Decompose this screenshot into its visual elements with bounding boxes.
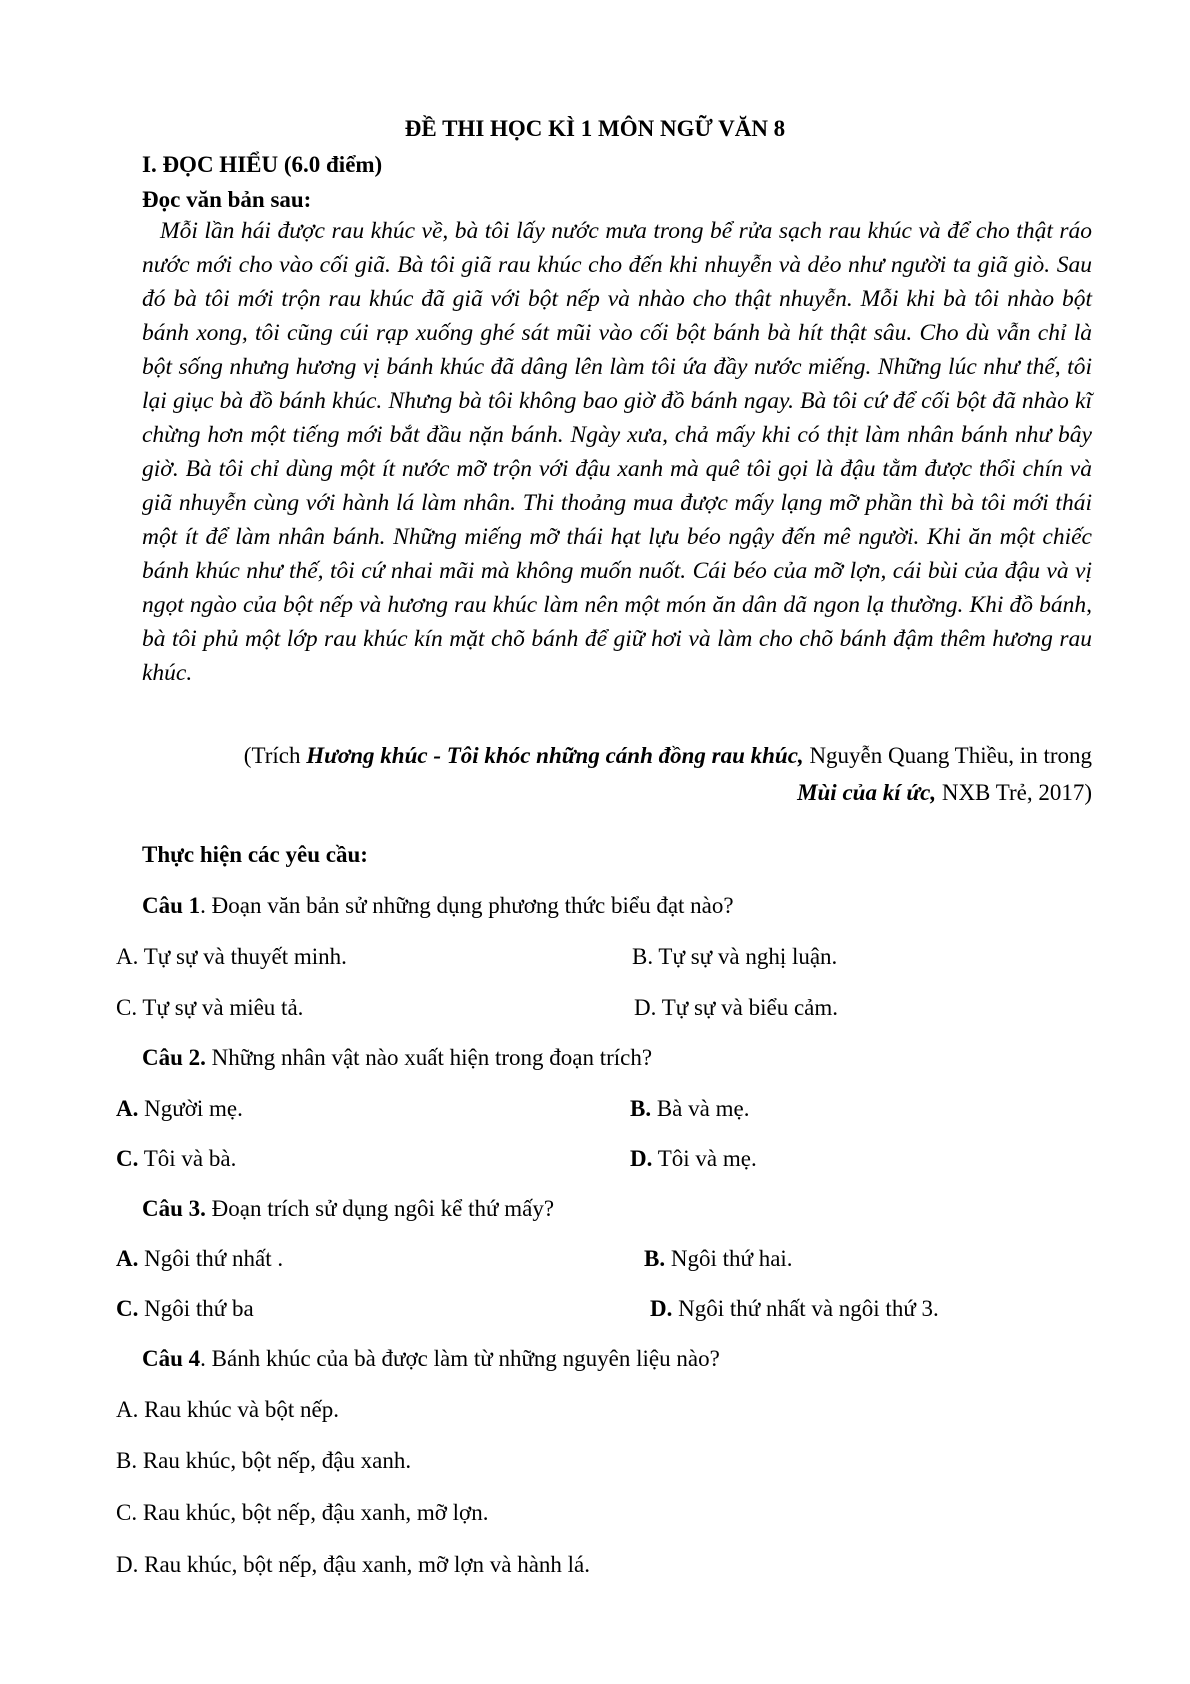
option-letter: C. <box>116 1146 139 1171</box>
question-label: Câu 1 <box>142 893 201 918</box>
source-prefix: (Trích <box>243 743 307 768</box>
option-text: Tự sự và miêu tả. <box>137 995 304 1020</box>
question-label: Câu 4 <box>142 1346 201 1371</box>
option-text: Ngôi thứ nhất và ngôi thứ 3. <box>672 1296 939 1321</box>
option-4a <box>116 1397 339 1423</box>
option-letter: A. <box>116 1246 139 1271</box>
option-text: Rau khúc và bột nếp. <box>138 1397 339 1422</box>
option-letter: B. <box>630 1096 652 1121</box>
exam-title: ĐỀ THI HỌC KÌ 1 MÔN NGỮ VĂN 8 <box>404 116 786 141</box>
option-3b <box>644 1246 793 1272</box>
option-letter: C. <box>116 995 138 1020</box>
source-citation-line2 <box>797 780 1092 806</box>
option-text: Tự sự và biểu cảm. <box>656 995 839 1020</box>
question-label: Câu 2. <box>142 1045 206 1070</box>
option-letter: B. <box>632 944 654 969</box>
source-author: Nguyễn Quang Thiều, in trong <box>803 743 1092 768</box>
option-text: Rau khúc, bột nếp, đậu xanh. <box>137 1448 412 1473</box>
option-text: Rau khúc, bột nếp, đậu xanh, mỡ lợn. <box>137 1500 489 1525</box>
section-heading: I. ĐỌC HIỂU (6.0 điểm) <box>142 152 383 177</box>
question-4 <box>142 1346 720 1372</box>
option-letter: B. <box>116 1448 138 1473</box>
question-1 <box>142 893 734 919</box>
question-text: . Bánh khúc của bà được làm từ những nguyên liệu nào? <box>200 1346 720 1371</box>
source-publisher: NXB Trẻ, 2017) <box>936 780 1092 805</box>
question-3 <box>142 1196 554 1222</box>
question-text: Đoạn trích sử dụng ngôi kể thứ mấy? <box>205 1196 555 1221</box>
option-text: Tôi và bà. <box>138 1146 237 1171</box>
option-4c <box>116 1500 488 1526</box>
option-4b <box>116 1448 411 1474</box>
option-letter: C. <box>116 1296 139 1321</box>
option-letter: C. <box>116 1500 138 1525</box>
option-letter: D. <box>116 1552 139 1577</box>
option-3c <box>116 1296 254 1322</box>
option-text: Ngôi thứ nhất . <box>138 1246 284 1271</box>
option-1d <box>634 995 838 1021</box>
option-text: Tự sự và thuyết minh. <box>138 944 347 969</box>
option-letter: D. <box>630 1146 653 1171</box>
option-3d <box>650 1296 939 1322</box>
source-work-title: Hương khúc - Tôi khóc những cánh đồng rau khúc, <box>306 743 804 768</box>
option-letter: A. <box>116 1096 139 1121</box>
source-book-title: Mùi của kí ức, <box>797 780 937 805</box>
option-text: Bà và mẹ. <box>651 1096 750 1121</box>
option-text: Ngôi thứ hai. <box>665 1246 793 1271</box>
option-1b <box>632 944 837 970</box>
option-letter: A. <box>116 1397 139 1422</box>
question-2 <box>142 1045 652 1071</box>
option-4d <box>116 1552 590 1578</box>
option-3a <box>116 1246 283 1272</box>
option-2c <box>116 1146 236 1172</box>
option-1a <box>116 944 347 970</box>
option-letter: B. <box>644 1246 666 1271</box>
reading-passage: Mỗi lần hái được rau khúc về, bà tôi lấy nước mưa trong bể rửa sạch rau khúc và để cho thật ráo nước mới cho vào cối giã. Bà tôi giã rau khúc cho đến khi nhuyễn và dẻo như người ta giã giò. Sau đó bà tôi mới trộn rau khúc đã giã với bột nếp và nhào cho thật nhuyễn. Mỗi khi bà tôi nhào bột bánh xong, tôi cũng cúi rạp xuống ghé sát mũi vào cối bột bánh bà hít thật sâu. Cho dù vẫn chỉ là bột sống nhưng hương vị bánh khúc đã dâng lên làm tôi ứa đầy nước miếng. Những lúc như thế, tôi lại giục bà đồ bánh khúc. Nhưng bà tôi không bao giờ đồ bánh ngay. Bà tôi cứ để cối bột đã nhào kĩ chừng hơn một tiếng mới bắt đầu nặn bánh. Ngày xưa, chả mấy khi có thịt làm nhân bánh như bây giờ. Bà tôi chỉ dùng một ít nước mỡ trộn với đậu xanh mà quê tôi gọi là đậu tằm được thổi chín và giã nhuyễn cùng với hành lá làm nhân. Thi thoảng mua được mấy lạng mỡ phần thì bà tôi mới thái một ít để làm nhân bánh. Những miếng mỡ thái hạt lựu béo ngậy đến mê người. Khi ăn một chiếc bánh khúc như thế, tôi cứ nhai mãi mà không muốn nuốt. Cái béo của mỡ lợn, cái bùi của đậu và vị ngọt ngào của bột nếp và hương rau khúc làm nên một món ăn dân dã ngon lạ thường. Khi đồ bánh, bà tôi phủ một lớp rau khúc kín mặt chõ bánh để giữ hơi và làm cho chõ bánh đậm thêm hương rau khúc. <box>142 218 1092 686</box>
option-text: Ngôi thứ ba <box>138 1296 254 1321</box>
option-2b <box>630 1096 749 1122</box>
option-text: Tự sự và nghị luận. <box>653 944 838 969</box>
source-citation-line1 <box>244 743 1092 769</box>
option-letter: D. <box>650 1296 673 1321</box>
option-text: Người mẹ. <box>138 1096 243 1121</box>
option-letter: A. <box>116 944 139 969</box>
option-text: Tôi và mẹ. <box>652 1146 757 1171</box>
question-label: Câu 3. <box>142 1196 206 1221</box>
option-2a <box>116 1096 243 1122</box>
reading-instruction: Đọc văn bản sau: <box>142 187 312 212</box>
question-text: . Đoạn văn bản sử những dụng phương thức biểu đạt nào? <box>200 893 734 918</box>
question-text: Những nhân vật nào xuất hiện trong đoạn trích? <box>205 1045 653 1070</box>
option-letter: D. <box>634 995 657 1020</box>
option-2d <box>630 1146 757 1172</box>
option-1c <box>116 995 303 1021</box>
tasks-heading: Thực hiện các yêu cầu: <box>142 842 368 867</box>
option-text: Rau khúc, bột nếp, đậu xanh, mỡ lợn và hành lá. <box>138 1552 591 1577</box>
